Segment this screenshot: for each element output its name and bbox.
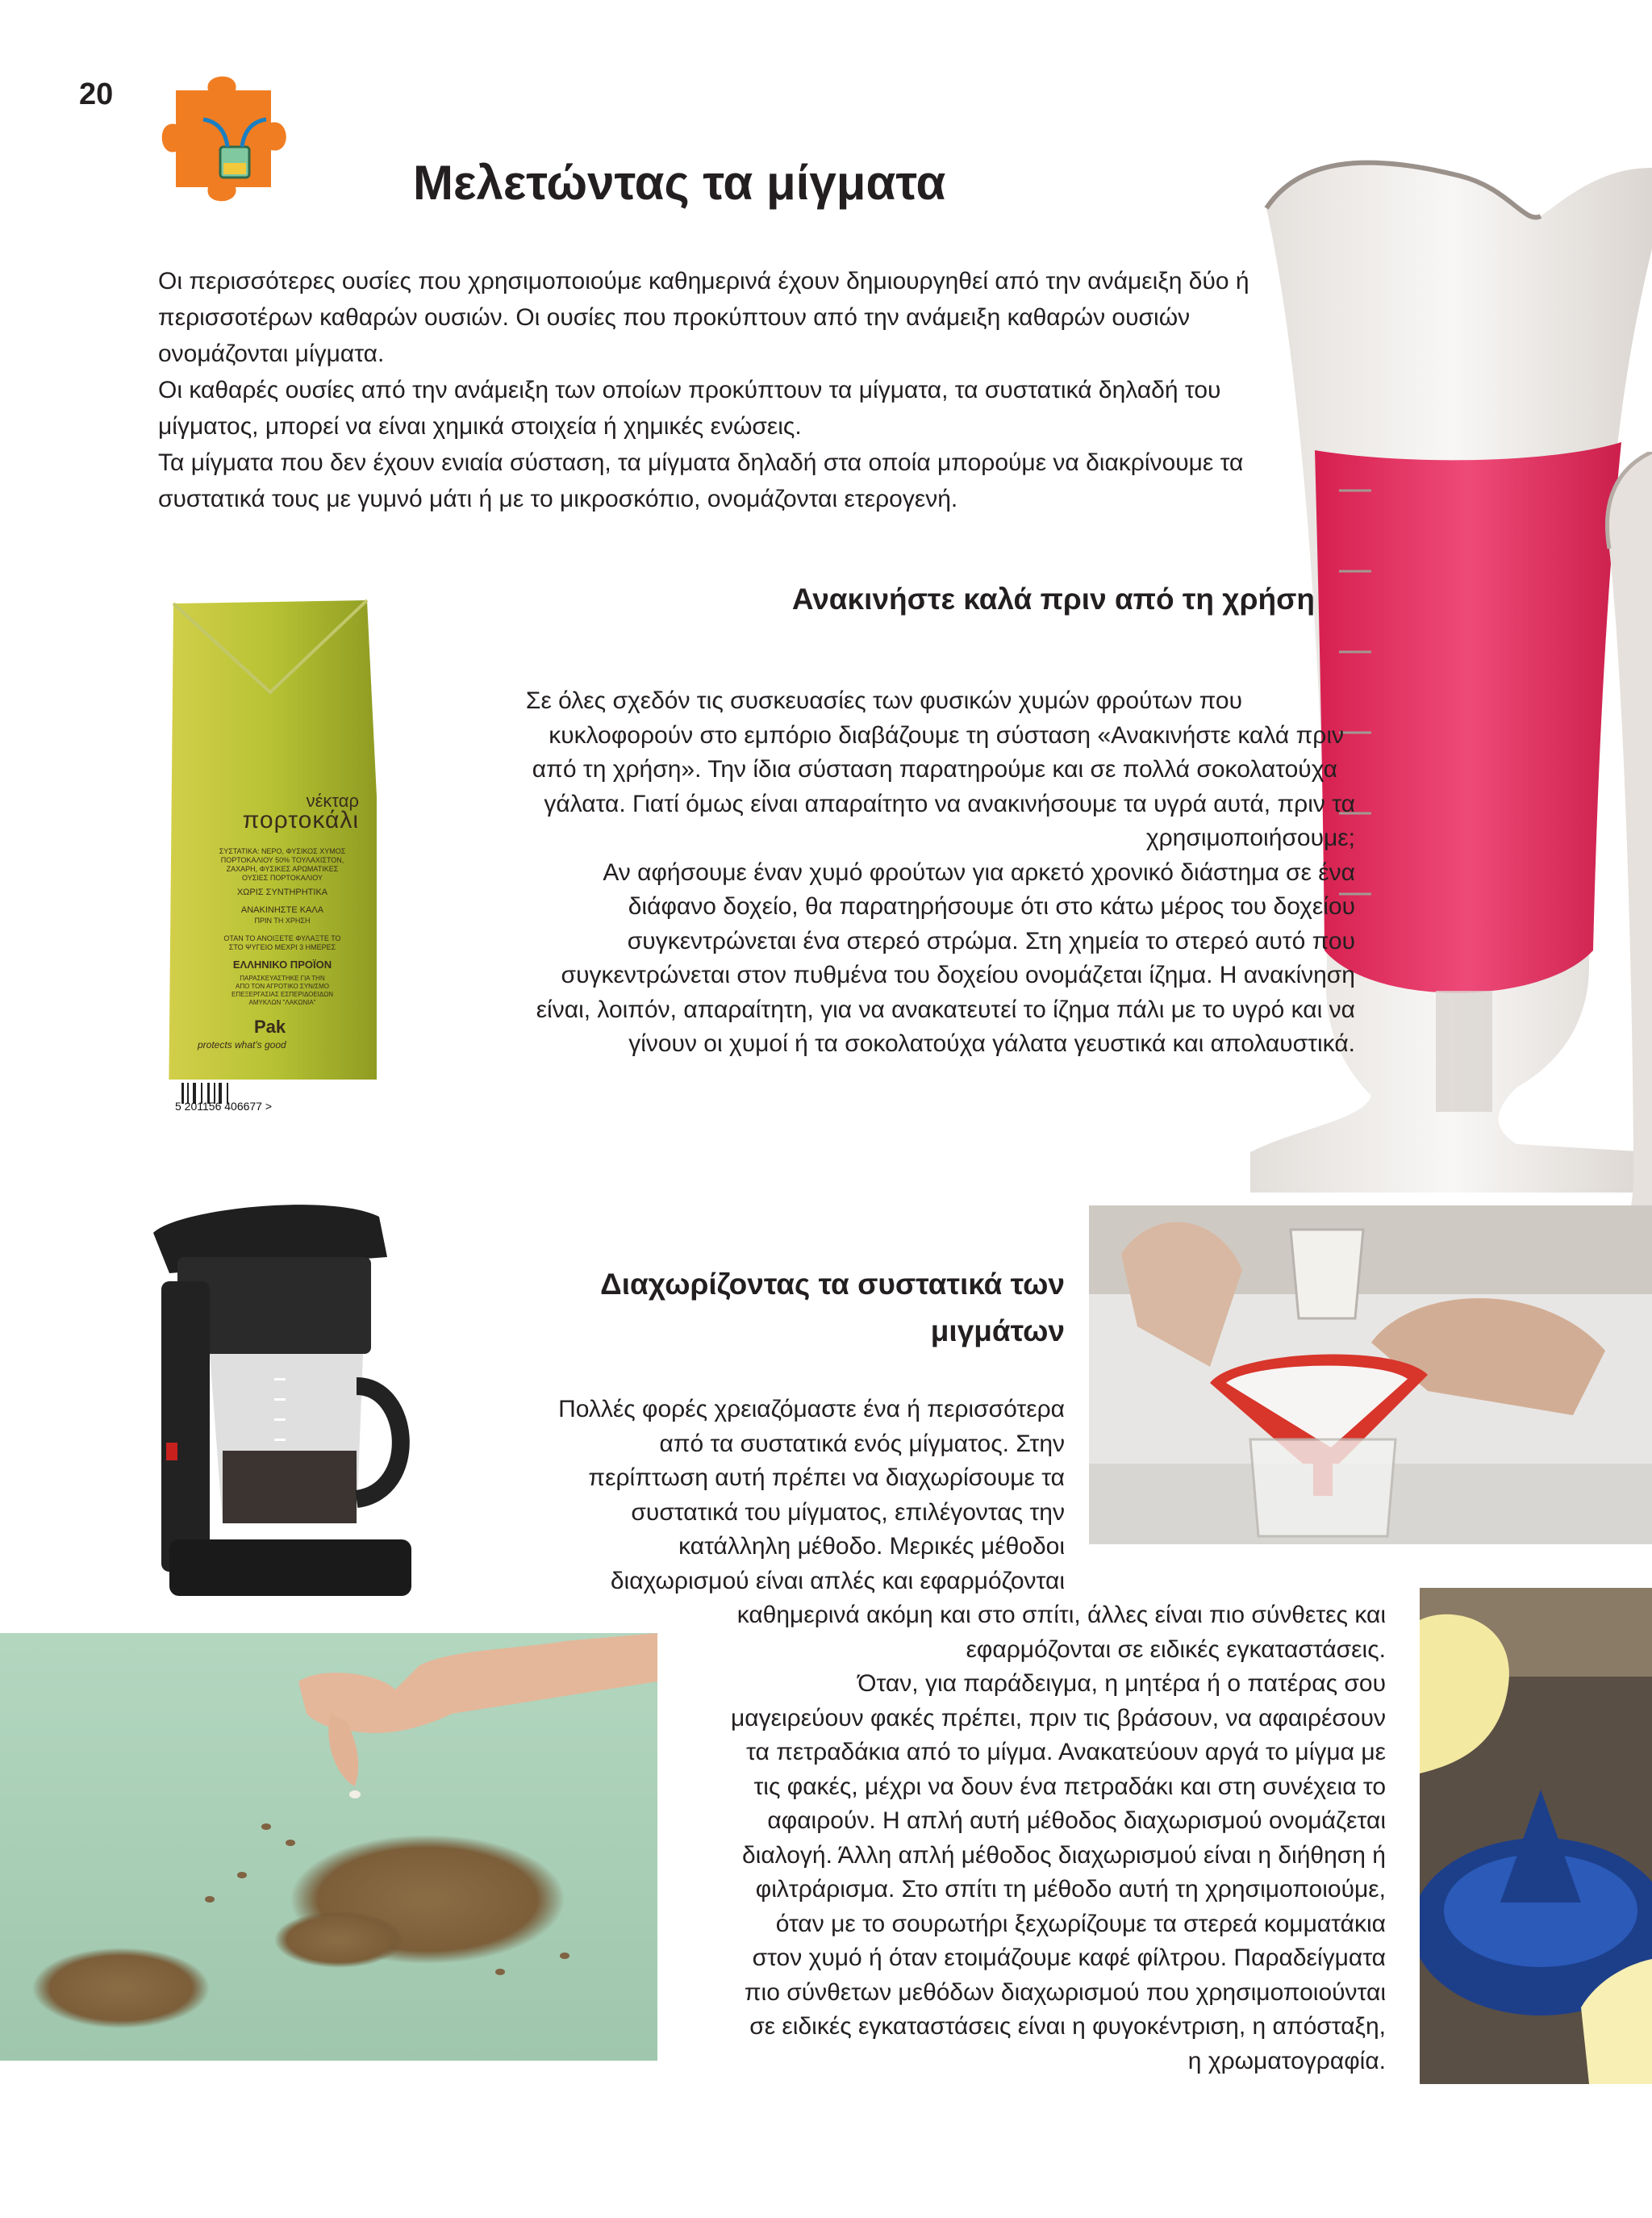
- carton-name-line2: πορτοκάλι: [242, 807, 359, 833]
- text-line: είναι, λοιπόν, απαραίτητη, για να ανακατευτεί το ίζημα πάλι με το υγρό και να: [536, 996, 1355, 1023]
- text-line: περίπτωση αυτή πρέπει να διαχωρίσουμε τα: [588, 1464, 1065, 1491]
- text-line: σε ειδικές εγκαταστάσεις είναι η φυγοκέντριση, η απόσταξη,: [749, 2013, 1386, 2040]
- text-line: κυκλοφορούν στο εμπόριο διαβάζουμε τη σύσταση «Ανακινήστε καλά πριν: [549, 721, 1344, 749]
- text-line: Όταν, για παράδειγμα, η μητέρα ή ο πατέρας σου: [857, 1670, 1386, 1697]
- carton-brand-logo: Pak: [254, 1017, 286, 1037]
- intro-paragraph: Οι περισσότερες ουσίες που χρησιμοποιούμε καθημερινά έχουν δημιουργηθεί από την ανάμειξη δύο ή περισσοτέρων καθαρών ουσιών. Οι ουσίες που προκύπτουν από την ανάμειξη καθαρών ουσιών ονομάζονται μίγματα.: [158, 268, 1249, 367]
- text-line: όταν με το σουρωτήρι ξεχωρίζουμε τα στερεά κομματάκια: [775, 1910, 1386, 1937]
- carton-greek-product: ΕΛΛΗΝΙΚΟ ΠΡΟΪΟΝ: [232, 959, 332, 971]
- text-line: συστατικά του μίγματος, επιλέγοντας την: [631, 1498, 1065, 1526]
- text-line: διαχωρισμού είναι απλές και εφαρμόζονται: [610, 1567, 1065, 1594]
- text-line: τα πετραδάκια από το μίγμα. Ανακατεύουν αργά το μίγμα με: [746, 1739, 1386, 1765]
- carton-shake-notice: ΑΝΑΚΙΝΗΣΤΕ ΚΑΛΑ ΠΡΙΝ ΤΗ ΧΡΗΣΗ: [240, 905, 324, 925]
- text-line: γάλατα. Γιατί όμως είναι απαραίτητο να ανακινήσουμε τα υγρά αυτά, πριν τα: [544, 790, 1355, 817]
- text-line: μαγειρεύουν φακές πρέπει, πριν τις βράσουν, να αφαιρέσουν: [731, 1704, 1386, 1731]
- section-text-shake: [403, 684, 1355, 1062]
- page-number: 20: [79, 77, 114, 111]
- text-line: τις φακές, μέχρι να δουν ένα πετραδάκι και στη συνέχεια το: [753, 1773, 1386, 1800]
- section-heading-separation: [484, 1261, 1065, 1355]
- section-heading-line: Διαχωρίζοντας τα συστατικά των: [600, 1268, 1065, 1301]
- text-line: εφαρμόζονται σε ειδικές εγκαταστάσεις.: [966, 1635, 1386, 1663]
- carton-name-line1: νέκταρ: [306, 791, 359, 811]
- text-line: συγκεντρώνεται στον πυθμένα του δοχείου ονομάζεται ίζημα. Η ανακίνηση: [561, 962, 1355, 988]
- text-line: συγκεντρώνεται ένα στερεό στρώμα. Στη χημεία το στερεό αυτό που: [627, 927, 1355, 954]
- puzzle-piece-icon: [144, 74, 327, 228]
- text-line: Αν αφήσουμε έναν χυμό φρούτων για αρκετό χρονικό διάστημα σε ένα: [603, 858, 1355, 886]
- text-line: καθημερινά ακόμη και στο σπίτι, άλλες είναι πιο σύνθετες και: [736, 1602, 1386, 1628]
- carton-storage-notice: ΟΤΑΝ ΤΟ ΑΝΟΙΞΕΤΕ ΦΥΛΑΞΤΕ ΤΟ ΣΤΟ ΨΥΓΕΙΟ ΜΕΧΡΙ 3 ΗΜΕΡΕΣ: [223, 934, 341, 951]
- carton-barcode-number: 5 201156 406677 >: [175, 1100, 273, 1113]
- text-line: Πολλές φορές χρειαζόμαστε ένα ή περισσότερα: [558, 1396, 1065, 1422]
- intro-paragraph: Οι καθαρές ουσίες από την ανάμειξη των οποίων προκύπτουν τα μίγματα, τα συστατικά δηλαδή του μίγματος, μπορεί να είναι χημικά στοιχεία ή χημικές ενώσεις.: [158, 377, 1221, 440]
- section-heading-shake: Ανακινήστε καλά πριν από τη χρήση: [791, 583, 1315, 616]
- page-title: Μελετώντας τα μίγματα: [413, 156, 946, 210]
- text-line: η χρωματογραφία.: [1187, 2047, 1386, 2074]
- carton-ingredients: ΣΥΣΤΑΤΙΚΑ: ΝΕΡΟ, ΦΥΣΙΚΟΣ ΧΥΜΟΣ ΠΟΡΤΟΚΑΛΙΟΥ 50% ΤΟΥΛΑΧΙΣΤΟΝ, ΖΑΧΑΡΗ, ΦΥΣΙΚΕΣ ΑΡΩΜΑΤΙΚΕΣ ΟΥΣΙΕΣ ΠΟΡΤΟΚΑΛΙΟΥ: [219, 847, 346, 882]
- text-line: διαλογή. Άλλη απλή μέθοδος διαχωρισμού είναι η διήθηση ή: [741, 1841, 1386, 1869]
- text-line: από τη χρήση». Την ίδια σύσταση παρατηρούμε και σε πολλά σοκολατούχα: [532, 756, 1337, 783]
- text-line: στον χυμό ή όταν ετοιμάζουμε καφέ φίλτρου. Παραδείγματα: [752, 1944, 1386, 1971]
- intro-paragraph: Τα μίγματα που δεν έχουν ενιαία σύσταση, τα μίγματα δηλαδή στα οποία μπορούμε να διακρίνουμε τα συστατικά τους με γυμνό μάτι ή με το μικροσκόπιο, ονομάζονται ετερογενή.: [158, 449, 1244, 512]
- intro-text: [158, 263, 1255, 517]
- text-line: γίνουν οι χυμοί ή τα σοκολατούχα γάλατα γευστικά και απολαυστικά.: [628, 1030, 1355, 1057]
- section-heading-line: μιγμάτων: [930, 1314, 1065, 1347]
- coffee-maker-photo: [145, 1184, 428, 1620]
- text-line: φιλτράρισμα. Στο σπίτι τη μέθοδο αυτή τη χρησιμοποιούμε,: [755, 1876, 1386, 1903]
- juice-carton-photo: [165, 595, 380, 1120]
- text-line: διάφανο δοχείο, θα παρατηρήσουμε ότι στο κάτω μέρος του δοχείου: [628, 893, 1355, 920]
- carton-tagline: protects what's good: [198, 1039, 286, 1051]
- text-line: αφαιρούν. Η απλή αυτή μέθοδος διαχωρισμού ονομάζεται: [767, 1807, 1386, 1834]
- text-line: από τα συστατικά ενός μίγματος. Στην: [659, 1430, 1065, 1457]
- carton-producer: ΠΑΡΑΣΚΕΥΑΣΤΗΚΕ ΓΙΑ ΤΗΝ ΑΠΟ ΤΟΝ ΑΓΡΟΤΙΚΟ ΣΥΝ/ΣΜΟ ΕΠΕΞΕΡΓΑΣΙΑΣ ΕΣΠΕΡΙΔΟΕΙΔΩΝ ΑΜΥΚΛΩΝ "ΛΑΚΩΝΙΑ": [231, 975, 333, 1006]
- text-line: κατάλληλη μέθοδο. Μερικές μέθοδοι: [678, 1533, 1065, 1560]
- lentils-sorting-photo: [0, 1633, 657, 2061]
- text-line: χρησιμοποιήσουμε;: [1145, 825, 1355, 851]
- second-glass-photo: [1593, 452, 1652, 1291]
- citrus-juicer-photo: [1420, 1588, 1652, 2084]
- text-line: πιο σύνθετων μεθόδων διαχωρισμού που χρησιμοποιούνται: [744, 1978, 1386, 2006]
- text-line: Σε όλες σχεδόν τις συσκευασίες των φυσικών χυμών φρούτων που: [525, 687, 1242, 714]
- carton-no-preservatives: ΧΩΡΙΣ ΣΥΝΤΗΡΗΤΙΚΑ: [236, 888, 328, 897]
